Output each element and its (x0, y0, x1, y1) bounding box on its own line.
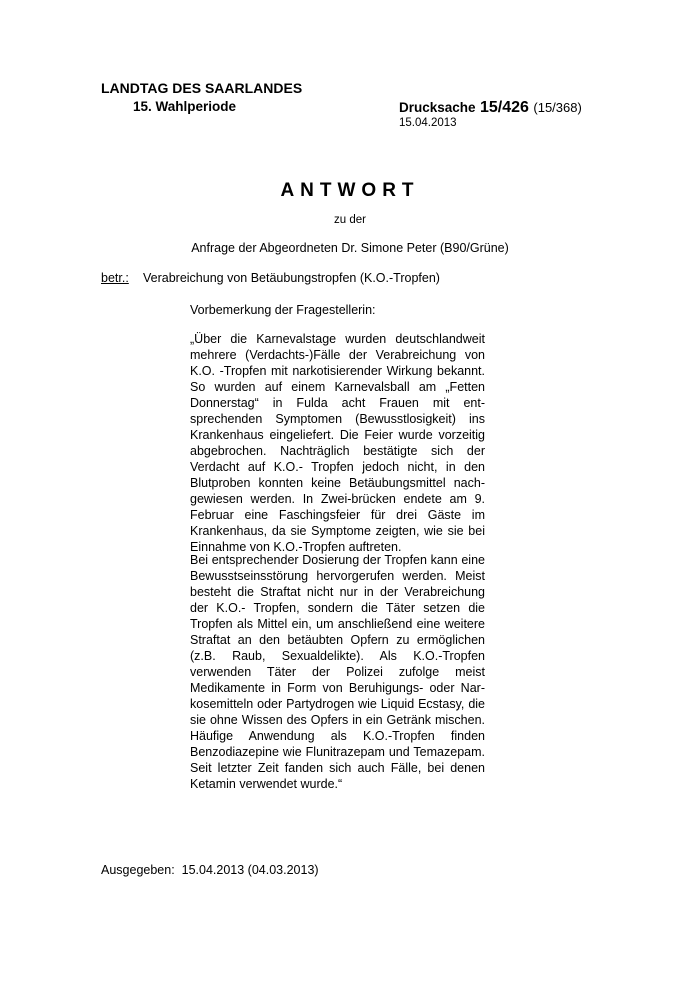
issued-label: Ausgegeben: (101, 863, 175, 877)
document-number (399, 99, 582, 117)
subtitle: zu der (334, 214, 366, 226)
subject-label: betr.: (101, 271, 129, 285)
preliminary-heading: Vorbemerkung der Fragestellerin: (190, 303, 376, 317)
drucksache-label: Drucksache (399, 100, 476, 115)
issued-line (101, 863, 319, 877)
preliminary-paragraph: Bei entsprechender Dosierung der Tropfen kann eine Bewusstseinsstörung hervorgerufen werden. Meist besteht die Straftat nicht nur in der Verabreichung der K.O.- Tropfen, sondern die Täter setzen die Tropfen als Mittel ein, um anschließend eine weitere Straftat an den betäubten Opfern zu ermöglichen (z.B. Raub, Sexualdelikte). Als K.O.-Tropfen verwenden Täter der Polizei zufolge meist Medikamente in Form von Beruhigungs- oder Narkosemitteln oder Partydrogen wie Liquid Ecstasy, die sie ohne Wissen des Opfers in ein Getränk mischen. Häufige Anwendung als K.O.-Tropfen finden Benzodiazepine wie Flunitrazepam und Temazepam. Seit letzter Zeit fanden sich auch Fälle, bei denen Ketamin verwendet wurde.“ (190, 553, 485, 791)
inquiry-line: Anfrage der Abgeordneten Dr. Simone Peter (B90/Grüne) (191, 241, 509, 255)
drucksache-reference: (15/368) (533, 100, 582, 115)
preliminary-paragraph: „Über die Karnevalstage wurden deutschlandweit mehrere (Verdachts-)Fälle der Verabreichung von K.O. -Tropfen mit narkotisierender Wirkung bekannt. So wurden auf einem Karnevalsball am „Fetten Donnerstag“ in Fulda acht Frauen mit entsprechenden Symptomen (Bewusstlosigkeit) ins Krankenhaus eingeliefert. Die Feier wurde vorzeitig abgebrochen. Nachträglich bestätigte sich der Verdacht auf K.O.- Tropfen jedoch nicht, in den Blutproben konnten keine Betäubungsmittel nachgewiesen werden. In Zwei-brücken endete am 9. Februar eine Faschingsfeier für drei Gäste im Krankenhaus, da sie Symptome zeigten, wie sie bei Einnahme von K.O.-Tropfen auftreten. (190, 332, 485, 554)
page-title: ANTWORT (280, 180, 420, 201)
subject-text: Verabreichung von Betäubungstropfen (K.O.-Tropfen) (143, 271, 440, 285)
legislative-period: 15. Wahlperiode (133, 99, 237, 114)
parliament-name: LANDTAG DES SAARLANDES (101, 80, 303, 96)
document-date: 15.04.2013 (399, 117, 457, 129)
issued-value: 15.04.2013 (04.03.2013) (181, 863, 319, 877)
drucksache-number: 15/426 (480, 99, 529, 116)
